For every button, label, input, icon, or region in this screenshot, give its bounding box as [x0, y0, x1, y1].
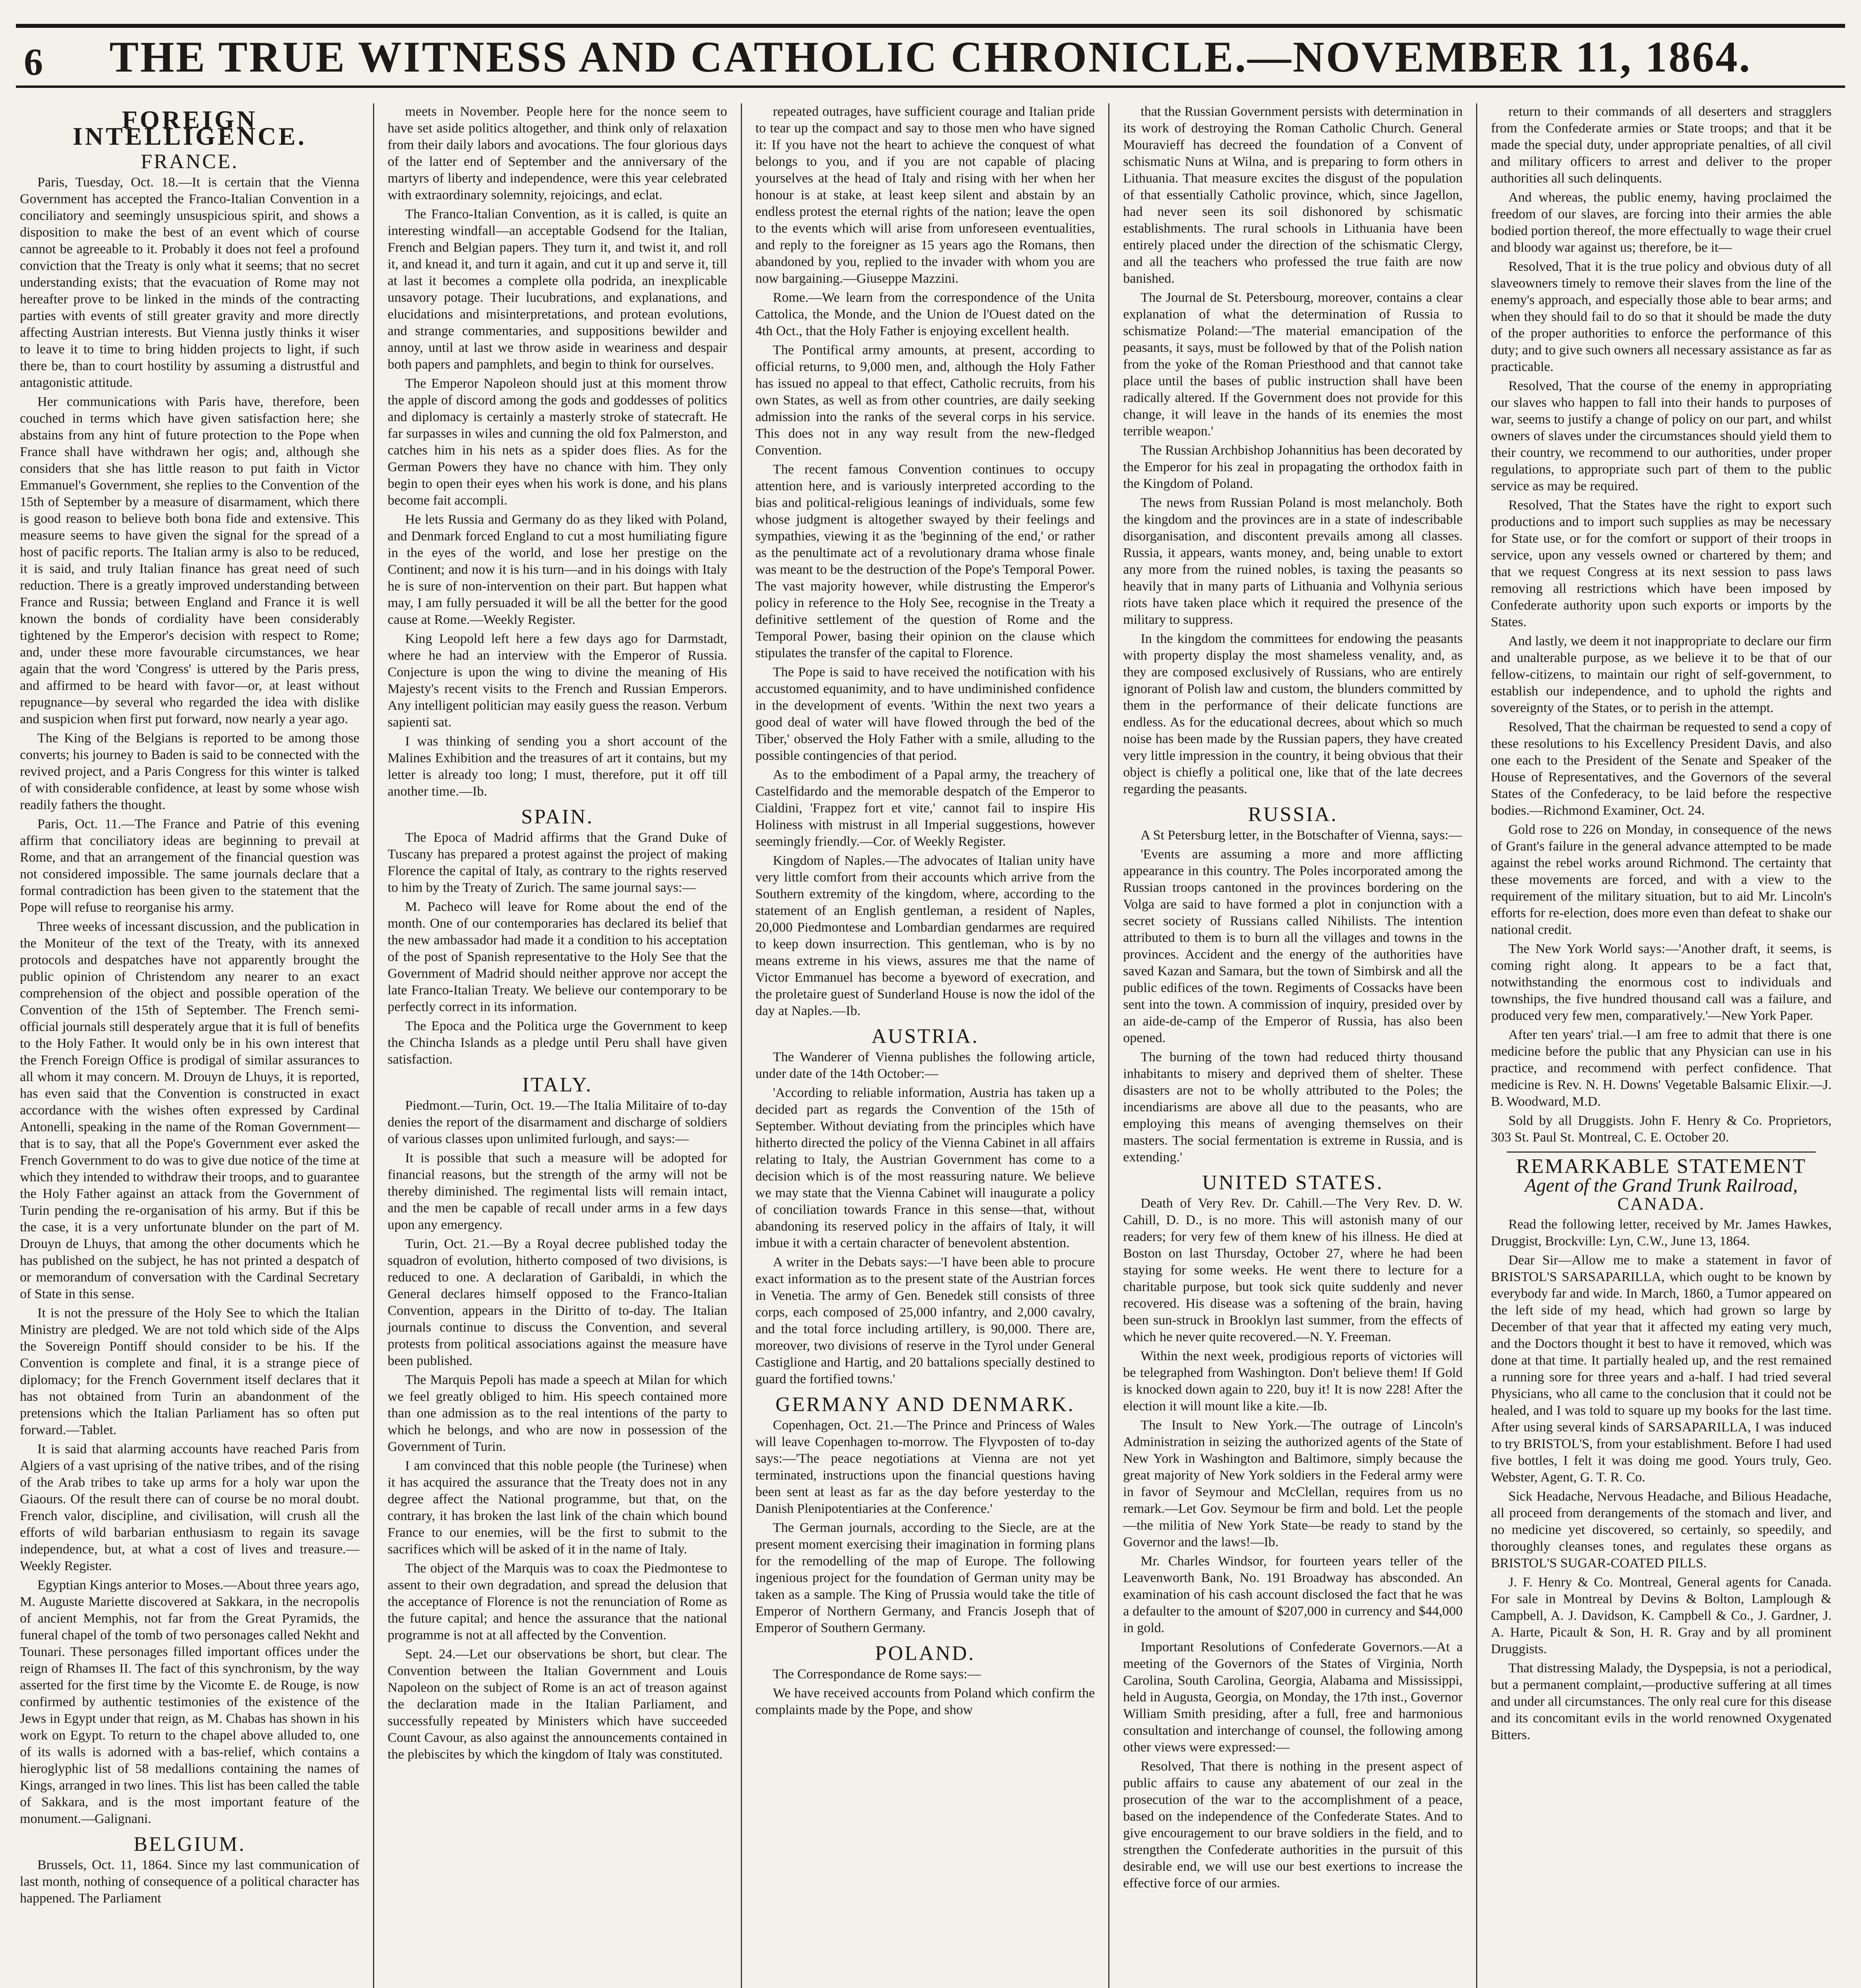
paragraph: Turin, Oct. 21.—By a Royal decree published today the squadron of evolution, hitherto composed of two divisions, is reduced to one. A declaration of Garibaldi, in which the General declares himself opposed to the Franco-Italian Convention, appears in the Diritto of to-day. The Italian journals continue to discuss the Convention, and several protests from political associations against the measure have been published. — [387, 1237, 727, 1368]
subhead-poland: POLAND. — [875, 1642, 975, 1665]
paragraph: Death of Very Rev. Dr. Cahill.—The Very Rev. D. W. Cahill, D. D., is no more. This will astonish many of our readers; for very few of them knew of his illness. He died at Boston on last Thursday, October 27, where he had been staying for some weeks. He went there to lecture for a charitable purpose, but took sick quite suddenly and never recovered. His disease was a softening of the brain, having been sun-struck in Brooklyn last summer, from the effects of which he never quite recovered.—N. Y. Freeman. — [1123, 1196, 1463, 1344]
page-number: 6 — [24, 41, 43, 83]
paragraph: return to their commands of all deserters and stragglers from the Confederate armies or State troops; and that it be made the special duty, under appropriate penalties, of all civil and military officers to arrest and deliver to the proper authorities all such delinquents. — [1491, 104, 1832, 186]
paragraph: After ten years' trial.—I am free to admit that there is one medicine before the public that any Physician can use in his practice, and recommend with perfect confidence. That medicine is Rev. N. H. Downs' Vegetable Balsamic Elixir.—J. B. Woodward, M.D. — [1491, 1027, 1832, 1109]
paragraph: That distressing Malady, the Dyspepsia, is not a periodical, but a permanent complaint,—productive suffering at all times and under all circumstances. The only real cure for this disease and its concomitant evils in the world renowned Oxygenated Bitters. — [1491, 1661, 1832, 1742]
paragraph: Brussels, Oct. 11, 1864. Since my last communication of last month, nothing of consequence of a political character has happened. The Parliament — [20, 1858, 359, 1906]
column-1 — [16, 103, 374, 1988]
column-5 — [1487, 103, 1845, 1988]
paragraph: The Emperor Napoleon should just at this moment throw the apple of discord among the gods and goddesses of politics and diplomacy is certainly a masterly stroke of statecraft. He far surpasses in wiles and cunning the old fox Palmerston, and catches him in his nets as a spider does flies. As for the German Powers they have no chance with him. They only begin to open their eyes when his work is done, and his plans become fait accompli. — [387, 376, 727, 508]
masthead — [16, 16, 1845, 95]
paragraph: Paris, Tuesday, Oct. 18.—It is certain that the Vienna Government has accepted the Franco-Italian Convention in a conciliatory and seemingly unsuspicious spirit, and shows a disposition to make the best of an event which of course cannot be agreeable to it. Probably it does not feel a profound conviction that the Treaty is only what it seems; that no secret understanding exists; that the evacuation of Rome may not hereafter prove to be linked in the minds of the contracting parties with events of still greater gravity and more directly affecting Austrian interests. But Vienna justly thinks it wiser to leave it to time to bring hidden projects to light, if such there be, than to court hostility by assuming a distrustful and antagonistic attitude. — [20, 175, 359, 390]
paragraph: I was thinking of sending you a short account of the Malines Exhibition and the treasures of art it contains, but my letter is already too long; I must, therefore, put it off till another time.—Ib. — [387, 734, 727, 799]
running-head: THE TRUE WITNESS AND CATHOLIC CHRONICLE.—NOVEMBER 11, 1864. — [109, 33, 1752, 81]
paragraph: repeated outrages, have sufficient courage and Italian pride to tear up the compact and say to those men who have signed it: If you have not the heart to achieve the conquest of what belongs to you, and if you are not capable of placing yourselves at the head of Italy and rising with her when her honour is at stake, at least keep silent and abstain by an endless protest the eternal rights of the nation; leave the open to the events which will arise from unforeseen eventualities, and reply to the foreigner as 15 years ago the Romans, then abandoned by you, replied to the invader with whom you are now bargaining.—Giuseppe Mazzini. — [755, 104, 1095, 286]
paragraph: Her communications with Paris have, therefore, been couched in terms which have given satisfaction here; she abstains from any hint of future protection to the Pope when France shall have withdrawn her ogis; and, although she considers that she has little reason to put faith in Victor Emmanuel's Government, she replies to the Convention of the 15th of September by a measure of disarmament, which there is good reason to believe both bona fide and extensive. This measure seems to have given the signal for the spread of a host of pacific reports. The Italian army is also to be reduced, it is said, and truly Italian finance has great need of such reduction. There is a greatly improved understanding between France and Russia; between England and France it is well known the bonds of cordiality have been considerably tightened by the Emperor's decision with respect to Rome; and, under these more favourable circumstances, we hear again that the word 'Congress' is uttered by the Paris press, and affirmed to be heard with favor—or, at least without repugnance—by several who regarded the idea with dislike and suspicion when first put forward, now nearly a year ago. — [20, 394, 359, 726]
paragraph: The news from Russian Poland is most melancholy. Both the kingdom and the provinces are in a state of indescribable disorganisation, and discontent prevails among all classes. Russia, it appears, wants money, and, being unable to extort any more from the ruined nobles, is taxing the peasants so heavily that in many parts of Lithuania and Volhynia serious riots have taken place which it required the presence of the military to suppress. — [1123, 495, 1463, 627]
paragraph: meets in November. People here for the nonce seem to have set aside politics altogether, and think only of relaxation from their daily labors and avocations. The four glorious days of the latter end of September and the anniversary of the martyrs of liberty and independence, were this year celebrated with extraordinary solemnity, rejoicings, and eclat. — [387, 104, 727, 202]
paragraph: The object of the Marquis was to coax the Piedmontese to assent to their own degradation, and spread the delusion that the acceptance of Florence is not the renunciation of Rome as the future capital; and hence the assurance that the national programme is not at all affected by the Convention. — [387, 1561, 727, 1642]
advert-agent-sub: CANADA. — [1617, 1194, 1705, 1213]
paragraph: Within the next week, prodigious reports of victories will be telegraphed from Washington. Don't believe them! If Gold is knocked down again to 220, buy it! It is now 228! After the election it will mount like a kite.—Ib. — [1123, 1349, 1463, 1413]
paragraph: Resolved, That the course of the enemy in appropriating our slaves who happen to fall into their hands to purposes of war, seems to justify a change of policy on our part, and whilst owners of slaves under the circumstances should yield them to their country, we recommend to our authorities, under proper regulations, to appropriate such part of them to the public service as may be required. — [1491, 379, 1832, 493]
paragraph: And whereas, the public enemy, having proclaimed the freedom of our slaves, are forcing into their armies the able bodied portion thereof, the more effectually to wage their cruel and bloody war against us; therefore, be it— — [1491, 190, 1832, 255]
column-2 — [384, 103, 742, 1988]
advert-title: REMARKABLE STATEMENT — [1516, 1155, 1807, 1178]
paragraph: It is said that alarming accounts have reached Paris from Algiers of a vast uprising of the native tribes, and of the rising of the Arab tribes to take up arms for a holy war upon the Giaours. Of the result there can of course be no moral doubt. French valor, discipline, and civilisation, will crush all the efforts of wild barbarian enthusiasm to regain its savage independence, but, at what a cost of lives and treasure.—Weekly Register. — [20, 1442, 359, 1573]
subhead-united-states: UNITED STATES. — [1202, 1171, 1384, 1194]
paragraph: Gold rose to 226 on Monday, in consequence of the news of Grant's failure in the general advance attempted to be made against the rebel works around Richmond. The certainty that these movements are forced, and with a view to the requirement of the military situation, but to aid Mr. Lincoln's efforts for re-election, does more even than defeat to shake our national credit. — [1491, 822, 1832, 937]
paragraph: The New York World says:—'Another draft, it seems, is coming right along. It appears to be a fact that, notwithstanding the enormous cost to individuals and townships, the five hundred thousand call was a failure, and produced very few men, comparatively.'—New York Paper. — [1491, 942, 1832, 1023]
paragraph: 'Events are assuming a more and more afflicting appearance in this country. The Poles incorporated among the Russian troops cantoned in the provinces bordering on the Volga are said to have formed a plot in conjunction with a secret society of Russians called Nihilists. The intention attributed to them is to burn all the villages and towns in the provinces. Accident and the energy of the authorities have saved Kazan and Samara, but the town of Simbirsk and all the public edifices of the town. Regiments of Cossacks have been sent into the town. A commission of inquiry, presided over by an aide-de-camp of the Emperor of Russia, has also been opened. — [1123, 847, 1463, 1045]
paragraph: I am convinced that this noble people (the Turinese) when it has acquired the assurance that the Treaty does not in any degree affect the National programme, but that, on the contrary, it has broken the last link of the chain which bound France to our enemies, will be the first to submit to the sacrifices which will be asked of it in the name of Italy. — [387, 1458, 727, 1557]
paragraph: Resolved, That the States have the right to export such productions and to import such supplies as may be necessary for State use, or for the comfort or support of their troops in service, upon any vessels owned or chartered by them; and that we request Congress at its next session to pass laws removing all restrictions which have been imposed by Confederate authority upon such exports or imports by the States. — [1491, 498, 1832, 629]
column-3 — [752, 103, 1110, 1988]
paragraph: 'According to reliable information, Austria has taken up a decided part as regards the Convention of the 15th of September. Without deviating from the principles which have hitherto directed the policy of the Vienna Cabinet in all affairs relating to Italy, the Austrian Government has come to a decision which is of the most reassuring nature. We believe we may state that the Vienna Cabinet will inaugurate a policy of conciliation towards France in this sense—that, without abandoning its reserved policy in the affairs of Italy, it will imbue it with a certain character of benevolent abstention. — [755, 1085, 1095, 1250]
paragraph: We have received accounts from Poland which confirm the complaints made by the Pope, and show — [755, 1686, 1095, 1717]
paragraph: Sick Headache, Nervous Headache, and Bilious Headache, all proceed from derangements of the stomach and liver, and no medicine yet discovered, so certainly, so speedily, and thoroughly cleanses tones, and regulates these organs as BRISTOL'S SUGAR-COATED PILLS. — [1491, 1489, 1832, 1571]
subhead-russia: RUSSIA. — [1248, 803, 1338, 826]
paragraph: The Epoca of Madrid affirms that the Grand Duke of Tuscany has prepared a protest against the project of making Florence the capital of Italy, as contrary to the rights reserved to him by the Treaty of Zurich. The same journal says:— — [387, 830, 727, 895]
paragraph: A St Petersburg letter, in the Botschafter of Vienna, says:— — [1140, 828, 1462, 843]
paragraph: The King of the Belgians is reported to be among those converts; his journey to Baden is said to be connected with the revived project, and a Paris Congress for this winter is talked of with considerable confidence, at least by some whose wish readily fathers the thought. — [20, 731, 359, 812]
paragraph: Mr. Charles Windsor, for fourteen years teller of the Leavenworth Bank, No. 191 Broadway has absconded. An examination of his cash account disclosed the fact that he was a defaulter to the amount of $207,000 in currency and $44,000 in gold. — [1123, 1554, 1463, 1635]
divider — [1507, 1151, 1816, 1153]
paragraph: It is not the pressure of the Holy See to which the Italian Ministry are pledged. We are not told which side of the Alps the Sovereign Pontiff should consider to be his. If the Convention is complete and final, it is a strange piece of diplomacy; for the French Government itself declares that it has not obtained from Turin an abandonment of the pretensions which the Italian Parliament has so often put forward.—Tablet. — [20, 1306, 359, 1437]
paragraph: Resolved, That there is nothing in the present aspect of public affairs to cause any abatement of our zeal in the prosecution of the war to the accomplishment of a peace, based on the independence of the Confederate States. And to give encouragement to our brave soldiers in the field, and to strengthen the Confederate authorities in the pursuit of this desirable end, we will use our best exertions to increase the effective force of our armies. — [1123, 1759, 1463, 1891]
paragraph: King Leopold left here a few days ago for Darmstadt, where he had an interview with the Emperor of Russia. Conjecture is upon the wing to divine the meaning of His Majesty's recent visits to the French and Russian Emperors. Any intelligent politician may easily guess the reason. Verbum sapienti sat. — [387, 631, 727, 730]
paragraph: In the kingdom the committees for endowing the peasants with property display the most shameless venality, and, as they are composed exclusively of Russians, who are entirely ignorant of Polish law and custom, the blunders committed by them in the performance of their delicate functions are endless. As for the educational decrees, about which so much noise has been made by the Russian papers, they have created very little impression in the country, it being obvious that their object is chiefly a political one, like that of the late decrees regarding the peasants. — [1123, 631, 1463, 796]
subhead-france: FRANCE. — [140, 150, 239, 173]
paragraph: He lets Russia and Germany do as they liked with Poland, and Denmark forced England to cut a most humiliating figure in the eyes of the world, and lose her prestige on the Continent; and now it is his turn—and in his doings with Italy he is sure of non-intervention on their part. But happen what may, I am fully persuaded it will be all the better for the good cause at Rome.—Weekly Register. — [387, 512, 727, 627]
section-title: FOREIGN INTELLIGENCE. — [72, 105, 307, 150]
bottom-rule — [16, 85, 1845, 88]
advert-agent: Agent of the Grand Trunk Railroad, — [1525, 1175, 1798, 1196]
paragraph: The recent famous Convention continues to occupy attention here, and is variously interpreted according to the bias and political-religious leanings of individuals, some few whose judgment is altogether swayed by their feelings and sympathies, viewing it as the 'beginning of the end,' or rather as the penultimate act of a revolutionary drama whose finale was meant to be the destruction of the Pope's Temporal Power. The vast majority however, while distrusting the Emperor's policy in reference to the Holy See, recognise in the Treaty a definitive settlement of the question of Rome and the Temporal Power, basing their opinion on the clause which stipulates the transfer of the capital to Florence. — [755, 462, 1095, 660]
paragraph: The Journal de St. Petersbourg, moreover, contains a clear explanation of what the determination of Russia to schismatize Poland:—'The material emancipation of the peasants, it says, must be followed by that of the Polish nation from the yoke of the Roman Priesthood and that cannot take place until the bases of public instruction shall have been radically altered. If the Government does not provide for this change, it will leave in the hands of its enemies the most terrible weapon.' — [1123, 290, 1463, 439]
paragraph: The Wanderer of Vienna publishes the following article, under date of the 14th October:— — [755, 1050, 1095, 1081]
paragraph: J. F. Henry & Co. Montreal, General agents for Canada. For sale in Montreal by Devins & Bolton, Lamplough & Campbell, A. J. Davidson, K. Campbell & Co., J. Gardner, J. A. Harte, Picault & Son, H. R. Gray and by all prominent Druggists. — [1491, 1575, 1832, 1656]
paragraph: Resolved, That the chairman be requested to send a copy of these resolutions to his Excellency President Davis, and also one each to the President of the Senate and Speaker of the House of Representatives, and the Governors of the several States of the Confederacy, to be laid before the respective bodies.—Richmond Examiner, Oct. 24. — [1491, 720, 1832, 818]
paragraph: The Correspondance de Rome says:— — [773, 1667, 981, 1681]
paragraph: The Pontifical army amounts, at present, according to official returns, to 9,000 men, and, although the Holy Father has issued no appeal to that effect, Catholic recruits, from his own States, as well as from other countries, are daily seeking admission into the ranks of the several corps in his service. This does not in any way result from the new-fledged Convention. — [755, 343, 1095, 458]
subhead-germany-denmark: GERMANY AND DENMARK. — [775, 1393, 1075, 1416]
subhead-austria: AUSTRIA. — [871, 1025, 979, 1048]
paragraph: The Insult to New York.—The outrage of Lincoln's Administration in seizing the authorized agents of the State of New York in Washington and Baltimore, simply because the great majority of New York soldiers in the Federal army were in favor of Seymour and McClellan, requires from us no remark.—Let Gov. Seymour be firm and bold. Let the people—the militia of New York State—be ready to stand by the Governor and the laws!—Ib. — [1123, 1418, 1463, 1549]
paragraph: that the Russian Government persists with determination in its work of destroying the Roman Catholic Church. General Mouravieff has decreed the foundation of a Convent of schismatic Nuns at Wilna, and is preparing to form others in Lithuania. That measure excites the disgust of the population of that essentially Catholic province, which, since Jagellon, had never seen its soil dishonored by schismatic establishments. The rural schools in Lithuania have been entirely placed under the direction of the schismatic Clergy, and all the teachers who professed the true faith are now banished. — [1123, 104, 1463, 286]
paragraph: Paris, Oct. 11.—The France and Patrie of this evening affirm that conciliatory ideas are beginning to prevail at Rome, and that an arrangement of the financial question was not considered impossible. The same journals declare that a formal contradiction has been given to the statement that the Pope will refuse to reorganise his army. — [20, 817, 359, 915]
paragraph: The Russian Archbishop Johannitius has been decorated by the Emperor for his zeal in propagating the orthodox faith in the Kingdom of Poland. — [1123, 443, 1463, 491]
paragraph: Read the following letter, received by Mr. James Hawkes, Druggist, Brockville: Lyn, C.W., June 13, 1864. — [1491, 1217, 1832, 1248]
paragraph: Rome.—We learn from the correspondence of the Unita Cattolica, the Monde, and the Union de l'Ouest dated on the 4th Oct., that the Holy Father is enjoying excellent health. — [755, 290, 1095, 338]
paragraph: Piedmont.—Turin, Oct. 19.—The Italia Militaire of to-day denies the report of the disarmament and discharge of soldiers of various classes upon unlimited furlough, and says:— — [387, 1098, 727, 1146]
paragraph: Sold by all Druggists. John F. Henry & Co. Proprietors, 303 St. Paul St. Montreal, C. E. October 20. — [1491, 1113, 1832, 1145]
paragraph: Sept. 24.—Let our observations be short, but clear. The Convention between the Italian Government and Louis Napoleon on the subject of Rome is an act of treason against the declaration made in the Italian Parliament, and successfully repeated by Ministers which have succeeded Count Cavour, as also against the announcements contained in the plebiscites by which the kingdom of Italy was constituted. — [387, 1647, 727, 1762]
paragraph: Resolved, That it is the true policy and obvious duty of all slaveowners timely to remove their slaves from the line of the enemy's approach, and especially those able to bear arms; and when they should fail to do so that it should be made the duty of the proper authorities to enforce the performance of this duty; and to give such owners all necessary assistance as far as practicable. — [1491, 259, 1832, 374]
paragraph: The burning of the town had reduced thirty thousand inhabitants to misery and deprived them of shelter. These disasters are not to be wholly attributed to the Poles; the incendiarisms are above all due to the peasants, who are employing this means of avenging themselves on their masters. The social fermentation is extreme in Russia, and is extending.' — [1123, 1050, 1463, 1165]
paragraph: As to the embodiment of a Papal army, the treachery of Castelfidardo and the memorable despatch of the Emperor to Cialdini, 'Frappez fort et vite,' cannot fail to inspire His Holiness with mistrust in all Imperial suggestions, however seemingly friendly.—Cor. of Weekly Register. — [755, 767, 1095, 849]
subhead-italy: ITALY. — [522, 1074, 593, 1096]
top-rule — [16, 24, 1845, 28]
paragraph: The Epoca and the Politica urge the Government to keep the Chincha Islands as a pledge until Peru shall have given satisfaction. — [387, 1019, 727, 1067]
paragraph: Kingdom of Naples.—The advocates of Italian unity have very little comfort from their accounts which arrive from the Southern extremity of the kingdom, where, according to the statement of an English gentleman, a resident of Naples, 20,000 Piedmontese and Lombardian gendarmes are required to keep down insurrection. This gentleman, who is by no means extreme in his views, assures me that the name of Victor Emmanuel has become a byeword of execration, and the proletaire guest of Sunderland House is now the idol of the day at Naples.—Ib. — [755, 853, 1095, 1018]
paragraph: The Franco-Italian Convention, as it is called, is quite an interesting windfall—an acceptable Godsend for the Italian, French and Belgian papers. They turn it, and twist it, and roll it, and knead it, and turn it again, and cut it up and serve it, till at last it becomes a complete olla podrida, an inexplicable unsavory potage. Their lucubrations, and explanations, and elucidations and misinterpretations, and protean evolutions, and strange commentaries, and suppositions bewilder and annoy, until at last we throw aside in weariness and despair both papers and pamphlets, and begin to think for ourselves. — [387, 207, 727, 372]
paragraph: The German journals, according to the Siecle, are at the present moment exercising their imagination in forming plans for the remodelling of the map of Europe. The following ingenious project for the foundation of German unity may be taken as a sample. The King of Prussia would take the title of Emperor of Northern Germany, and Francis Joseph that of Emperor of Southern Germany. — [755, 1520, 1095, 1635]
paragraph: M. Pacheco will leave for Rome about the end of the month. One of our contemporaries has declared its belief that the new ambassador had made it a condition to his acceptation of the post of Spanish representative to the Holy See that the Government of Madrid should neither approve nor accept the late Franco-Italian Treaty. We believe our contemporary to be perfectly correct in its information. — [387, 899, 727, 1014]
paragraph: It is possible that such a measure will be adopted for financial reasons, but the strength of the army will not be thereby diminished. The regimental lists will remain intact, and the men be capable of recall under arms in a few days upon any emergency. — [387, 1151, 727, 1232]
paragraph: Three weeks of incessant discussion, and the publication in the Moniteur of the text of the Treaty, with its annexed protocols and despatches have not apparently brought the public opinion of Christendom any nearer to an exact comprehension of the object and possible operation of the Convention of the 15th of September. The French semi-official journals still desperately argue that it is full of benefits to the Holy Father. It would only be in his own interest that the French Foreign Office is prodigal of similar assurances to all whom it may concern. M. Drouyn de Lhuys, it is reported, has even said that the Convention is constructed in exact accordance with the wishes often expressed by Cardinal Antonelli, speaking in the name of the Roman Government—that is to say, that all the Pope's Government ever asked the French Government to do was to give due notice of the time at which they intended to withdraw their troops, and to guarantee the Holy Father against an attack from the Government of Turin pending the re-organisation of his army. But if this be the case, it is a very unfortunate blunder on the part of M. Drouyn de Lhuys, that among the other documents which he has published on the subject, he has not printed a despatch of or memorandum of conversation with the Cardinal Secretary of State in this sense. — [20, 919, 359, 1301]
columns — [16, 103, 1845, 1988]
column-4 — [1119, 103, 1477, 1988]
paragraph: Dear Sir—Allow me to make a statement in favor of BRISTOL'S SARSAPARILLA, which ought to be known by everybody far and wide. In March, 1860, a Tumor appeared on the left side of my head, which had grown so large by December of that year that it affected my eating very much, and the Doctors thought it best to have it removed, which was done at that time. It partially healed up, and the rest remained a running sore for three years and a-half. I had tried several Physicians, who all came to the conclusion that it could not be healed, and I was told to square up my books for the last time. After using several kinds of SARSAPARILLA, I was induced to try BRISTOL'S, from your establishment. Before I had used five bottles, I felt it was doing me good. Yours truly, Geo. Webster, Agent, G. T. R. Co. — [1491, 1253, 1832, 1485]
paragraph: The Marquis Pepoli has made a speech at Milan for which we feel greatly obliged to him. His speech contained more than one admission as to the real intentions of the party to which he belongs, and who are now in possession of the Government of Turin. — [387, 1373, 727, 1454]
paragraph: Copenhagen, Oct. 21.—The Prince and Princess of Wales will leave Copenhagen to-morrow. The Flyvposten of to-day says:—'The peace negotiations at Vienna are not yet terminated, instructions upon the financial questions having been sent at least as far as the day before yesterday to the Danish Plenipotentiaries at the Conference.' — [755, 1418, 1095, 1516]
paragraph: And lastly, we deem it not inappropriate to declare our firm and unalterable purpose, as we believe it to be that of our fellow-citizens, to maintain our right of self-government, to establish our independence, and to uphold the rights and sovereignty of the States, or to perish in the attempt. — [1491, 634, 1832, 715]
paragraph: Important Resolutions of Confederate Governors.—At a meeting of the Governors of the States of Virginia, North Carolina, South Carolina, Georgia, Alabama and Mississippi, held in Augusta, Georgia, on Monday, the 17th inst., Governor William Smith presiding, after a full, free and harmonious consultation and interchange of counsel, the following among other views were expressed:— — [1123, 1640, 1463, 1755]
subhead-belgium: BELGIUM. — [133, 1833, 246, 1856]
paragraph: The Pope is said to have received the notification with his accustomed equanimity, and to have undiminished confidence in the development of events. 'Within the next two years a good deal of water will have flowed through the bed of the Tiber,' observed the Holy Father with a smile, alluding to the possible contingencies of that period. — [755, 665, 1095, 763]
subhead-spain: SPAIN. — [521, 806, 594, 828]
paragraph: Egyptian Kings anterior to Moses.—About three years ago, M. Auguste Mariette discovered at Sakkara, in the necropolis of ancient Memphis, not far from the Great Pyramids, the funeral chapel of the tomb of two personages called Nekht and Tounari. These personages filled important offices under the reign of Rhamses II. The fact of this synchronism, by the way asserted for the first time by the Vicomte E. de Rouge, is now confirmed by authentic testimonies of the existence of the Jews in Egypt under that reign, as M. Chabas has shown in his work on Egypt. To return to the chapel above alluded to, one of its walls is adorned with a bas-relief, which contains a hieroglyphic list of 58 medallions containing the names of Kings, arranged in two lines. This list has been called the table of Sakkara, and is the most important feature of the monument.—Galignani. — [20, 1578, 359, 1826]
paragraph: A writer in the Debats says:—'I have been able to procure exact information as to the present state of the Austrian forces in Venetia. The army of Gen. Benedek still consists of three corps, each composed of 25,000 infantry, and 2,000 cavalry, and the total force including artillery, is 90,000. There are, moreover, two divisions of reserve in the Tyrol under General Castiglione and Hartig, and 20 battalions specially destined to guard the fortified towns.' — [755, 1255, 1095, 1386]
